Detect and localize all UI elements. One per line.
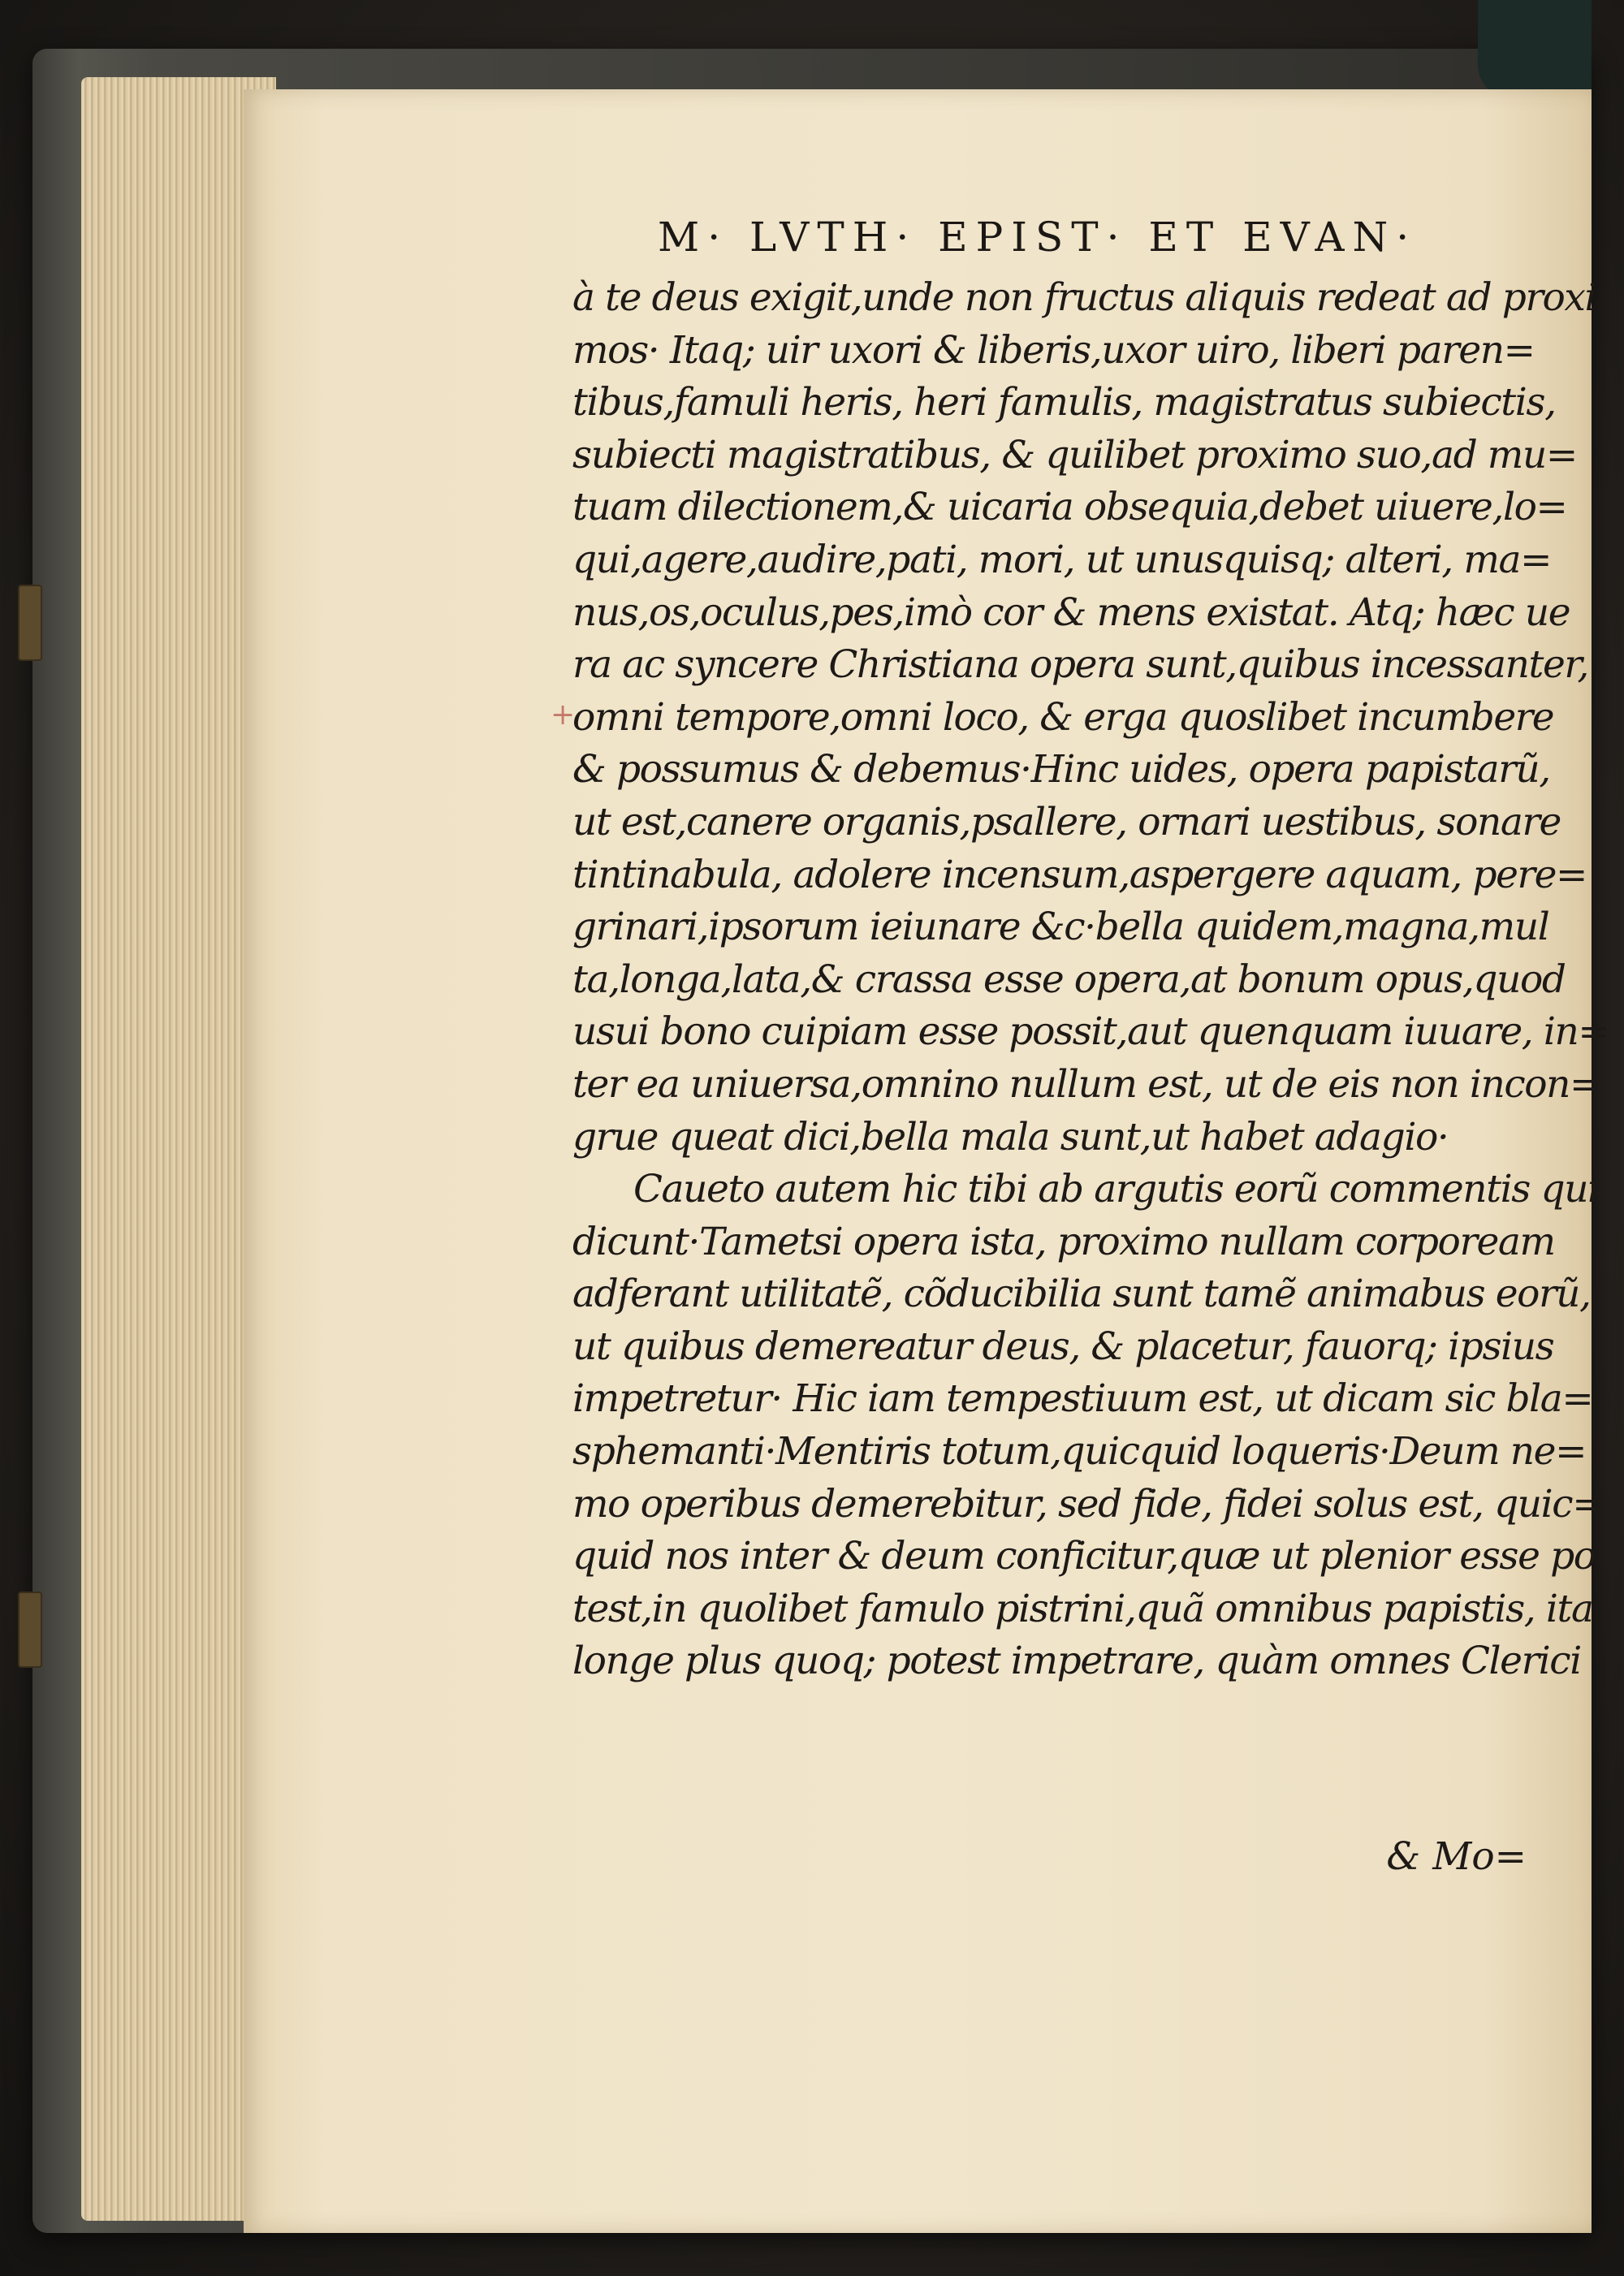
text-line: grinari,ipsorum ieiunare &c·bella quidem,magna,mul [572,905,1549,950]
clasp-lower [18,1591,42,1668]
text-line: subiecti magistratibus, & quilibet proximo suo,ad mu= [572,432,1577,477]
text-line: longe plus quoq; potest impetrare, quàm omnes Clerici [572,1639,1581,1684]
text-line: impetretur· Hic iam tempestiuum est, ut dicam sic bla= [572,1376,1593,1422]
text-line: test,in quolibet famulo pistrini,quã omnibus papistis, ita [572,1586,1593,1631]
book-corner [1478,0,1592,97]
margin-cross-mark: + [551,698,576,732]
text-line: tibus,famuli heris, heri famulis, magistratus subiectis, [572,380,1556,425]
clasp-upper [18,585,42,661]
text-line: ut quibus demereatur deus, & placetur, fauorq; ipsius [572,1324,1554,1369]
text-line: Caueto autem hic tibi ab argutis eorũ commentis qui [633,1167,1599,1212]
text-line: tuam dilectionem,& uicaria obsequia,debet uiuere,lo= [572,485,1567,530]
text-line: & possumus & debemus·Hinc uides, opera papistarũ, [572,747,1550,792]
text-line: sphemanti·Mentiris totum,quicquid loqueris·Deum ne= [572,1429,1587,1475]
text-line: nus,os,oculus,pes,imò cor & mens existat. Atq; hæc ue [572,590,1570,635]
text-line: mo operibus demerebitur, sed fide, fidei solus est, quic= [572,1481,1604,1527]
text-line: omni tempore,omni loco, & erga quoslibet incumbere [572,694,1554,740]
text-line: à te deus exigit,unde non fructus aliquis redeat ad proxi [572,275,1596,320]
text-line: tintinabula, adolere incensum,aspergere aquam, pere= [572,852,1587,897]
text-line: adferant utilitatẽ, cõducibilia sunt tamẽ animabus eorũ, [572,1272,1591,1317]
text-line: ter ea uniuersa,omnino nullum est, ut de eis non incon= [572,1061,1601,1107]
body-text [572,272,1609,1688]
text-line: qui,agere,audire,pati, mori, ut unusquisq; alteri, ma= [572,537,1552,582]
text-line: quid nos inter & deum conficitur,quæ ut plenior esse po [572,1534,1596,1579]
text-line: grue queat dici,bella mala sunt,ut habet adagio· [572,1114,1449,1160]
text-line: ra ac syncere Christiana opera sunt,quibus incessanter, [572,642,1588,688]
text-line: ut est,canere organis,psallere, ornari uestibus, sonare [572,799,1561,844]
running-head: M· LVTH· EPIST· ET EVAN· [658,214,1418,261]
text-line: usui bono cuipiam esse possit,aut quenquam iuuare, in= [572,1009,1609,1055]
text-line: mos· Itaq; uir uxori & liberis,uxor uiro, liberi paren= [572,327,1535,373]
text-line: ta,longa,lata,& crassa esse opera,at bonum opus,quod [572,957,1566,1002]
text-line: dicunt·Tametsi opera ista, proximo nullam corpoream [572,1219,1555,1264]
catchword: & Mo= [1386,1834,1527,1879]
